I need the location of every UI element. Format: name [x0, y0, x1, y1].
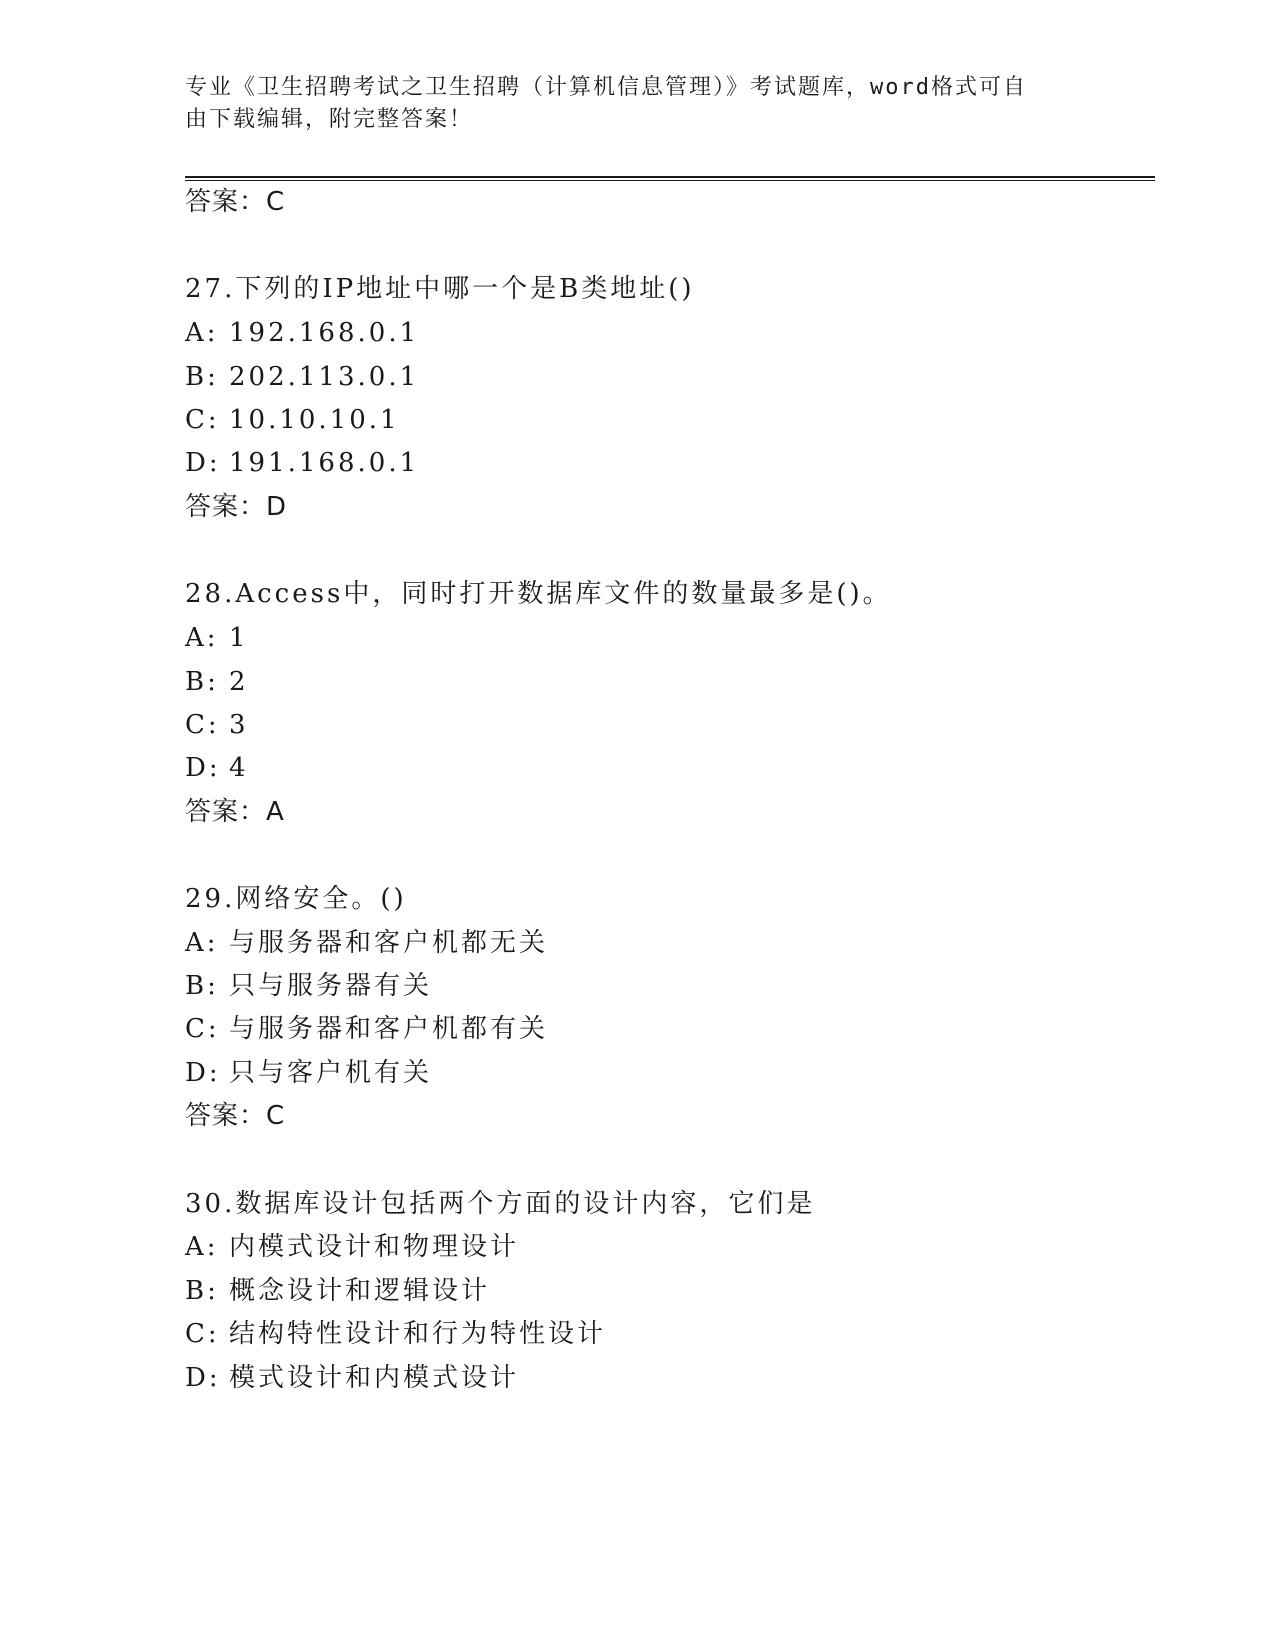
question-27-option-d [185, 446, 419, 480]
question-30-option-a [185, 1230, 519, 1264]
option-letter: D: [185, 1363, 221, 1393]
header-line-1: 专业《卫生招聘考试之卫生招聘（计算机信息管理）》考试题库，word格式可自 [185, 75, 1027, 100]
option-text: 2 [229, 667, 249, 697]
header-divider [185, 176, 1155, 181]
option-text: 1 [229, 623, 249, 653]
option-letter: D: [185, 448, 221, 478]
option-letter: B: [185, 971, 219, 1001]
question-27-option-a [185, 316, 419, 350]
document-header [185, 72, 1085, 136]
option-letter: D: [185, 1058, 221, 1088]
option-letter: B: [185, 1276, 219, 1306]
question-30-text: 30.数据库设计包括两个方面的设计内容，它们是 [185, 1189, 816, 1219]
previous-answer: 答案：C [185, 187, 286, 217]
option-text: 与服务器和客户机都无关 [229, 928, 549, 958]
option-text: 191.168.0.1 [229, 448, 420, 478]
question-29-answer: 答案：C [185, 1101, 286, 1131]
option-letter: C: [185, 1014, 220, 1044]
option-letter: A: [185, 318, 219, 348]
option-letter: A: [185, 623, 219, 653]
option-letter: C: [185, 405, 220, 435]
question-28-option-c [185, 708, 249, 742]
option-letter: D: [185, 753, 221, 783]
option-text: 10.10.10.1 [229, 405, 400, 435]
option-text: 模式设计和内模式设计 [229, 1363, 520, 1393]
question-28-option-b [185, 665, 249, 699]
option-text: 3 [229, 710, 249, 740]
question-27-option-b [185, 360, 419, 394]
option-text: 内模式设计和物理设计 [229, 1232, 520, 1262]
header-line-2: 由下载编辑，附完整答案！ [185, 107, 474, 132]
option-letter: C: [185, 710, 220, 740]
question-30-option-c [185, 1317, 606, 1351]
question-28-option-a [185, 621, 249, 655]
question-29-option-d [185, 1056, 432, 1090]
question-29-option-a [185, 926, 548, 960]
question-27-text: 27.下列的IP地址中哪一个是B类地址() [185, 274, 695, 304]
option-letter: B: [185, 362, 219, 392]
option-letter: A: [185, 1232, 219, 1262]
question-28-text: 28.Access中，同时打开数据库文件的数量最多是()。 [185, 579, 892, 609]
question-27-option-c [185, 403, 400, 437]
option-text: 4 [229, 753, 249, 783]
option-text: 202.113.0.1 [229, 362, 420, 392]
option-text: 只与服务器有关 [229, 971, 433, 1001]
question-30-option-d [185, 1361, 519, 1395]
option-letter: C: [185, 1319, 220, 1349]
option-text: 概念设计和逻辑设计 [229, 1276, 491, 1306]
question-29-text: 29.网络安全。() [185, 884, 407, 914]
question-27-answer: 答案：D [185, 492, 288, 522]
option-text: 结构特性设计和行为特性设计 [229, 1319, 607, 1349]
option-text: 192.168.0.1 [229, 318, 420, 348]
question-29-option-c [185, 1012, 548, 1046]
option-letter: B: [185, 667, 219, 697]
question-30-option-b [185, 1274, 490, 1308]
question-29-option-b [185, 969, 432, 1003]
option-text: 与服务器和客户机都有关 [229, 1014, 549, 1044]
option-text: 只与客户机有关 [229, 1058, 433, 1088]
question-28-answer: 答案：A [185, 797, 285, 827]
question-28-option-d [185, 751, 249, 785]
option-letter: A: [185, 928, 219, 958]
